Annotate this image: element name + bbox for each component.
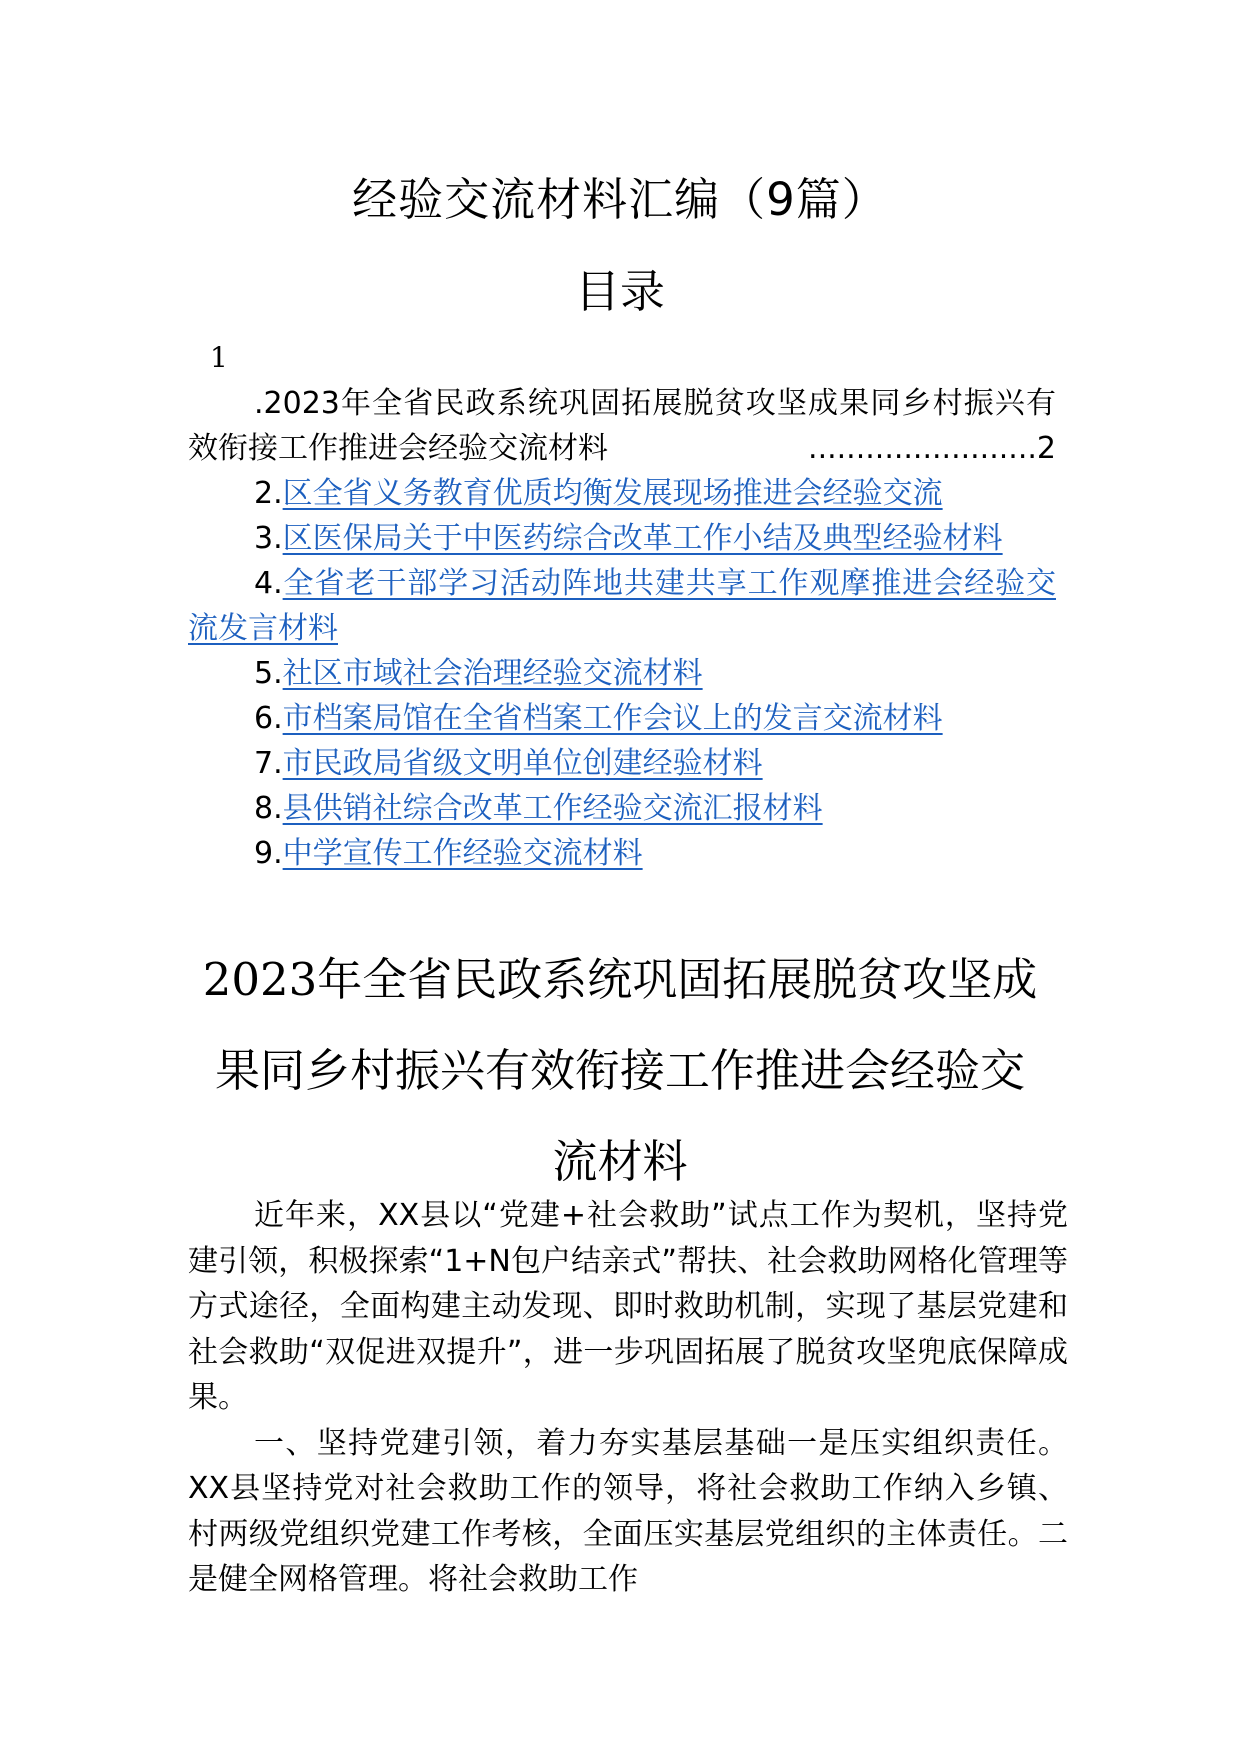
document-title: 经验交流材料汇编（9篇） bbox=[352, 173, 888, 226]
toc-item-number: 6. bbox=[254, 701, 283, 736]
body-paragraph-2: 一、坚持党建引领，着力夯实基层基础一是压实组织责任。XX县坚持党对社会救助工作的领导，将社会救助工作纳入乡镇、村两级党组织党建工作考核，全面压实基层党组织的主体责任。二是健全网格管理。将社会救助工作 bbox=[188, 1425, 1068, 1597]
toc-link-2[interactable]: 区全省义务教育优质均衡发展现场推进会经验交流 bbox=[282, 476, 943, 511]
toc-item-text: 2023年全省民政系统巩固拓展脱贫攻坚成果同乡村振兴有效衔接工作推进会经验交流材料 bbox=[188, 386, 1056, 466]
toc-item-2 bbox=[188, 471, 1056, 516]
toc-leader-dots: ........................ bbox=[808, 431, 1037, 466]
toc-item-number: 4. bbox=[254, 566, 283, 601]
toc-link-9[interactable]: 中学宣传工作经验交流材料 bbox=[282, 836, 643, 871]
toc-item-3 bbox=[188, 516, 1056, 561]
toc-item-9 bbox=[188, 831, 1056, 876]
toc-item-7 bbox=[188, 741, 1056, 786]
toc-link-4[interactable]: 全省老干部学习活动阵地共建共享工作观摩推进会经验交流发言材料 bbox=[188, 566, 1056, 646]
toc-item-number: 2. bbox=[254, 476, 283, 511]
article-title-line-1-text: 年全省民政系统巩固拓展脱贫攻坚成 bbox=[317, 953, 1038, 1006]
toc-item-page: 2 bbox=[1036, 431, 1056, 466]
article-title-line-1 bbox=[180, 934, 1060, 1025]
toc-link-7[interactable]: 市民政局省级文明单位创建经验材料 bbox=[282, 746, 763, 781]
toc-item-8 bbox=[188, 786, 1056, 831]
toc-item-4 bbox=[188, 561, 1056, 651]
toc-link-3[interactable]: 区医保局关于中医药综合改革工作小结及典型经验材料 bbox=[282, 521, 1003, 556]
article-title-line-2: 果同乡村振兴有效衔接工作推进会经验交 bbox=[214, 1044, 1025, 1097]
body-paragraph-1: 近年来，XX县以“党建+社会救助”试点工作为契机，坚持党建引领，积极探索“1+N包户结亲式”帮扶、社会救助网格化管理等方式途径，全面构建主动发现、即时救助机制，实现了基层党建和社会救助“双促进双提升”，进一步巩固拓展了脱贫攻坚兜底保障成果。 bbox=[188, 1198, 1068, 1415]
article-title-year: 2023 bbox=[202, 953, 318, 1006]
table-of-contents bbox=[188, 381, 1056, 876]
article-title bbox=[180, 934, 1060, 1207]
toc-item-number: 3. bbox=[254, 521, 283, 556]
article-body bbox=[188, 1193, 1068, 1603]
toc-item-number: 5. bbox=[254, 656, 283, 691]
toc-item-number: . bbox=[254, 386, 264, 421]
toc-item-number: 7. bbox=[254, 746, 283, 781]
toc-item-6 bbox=[188, 696, 1056, 741]
toc-first-number: 1 bbox=[210, 341, 228, 374]
toc-item-number: 8. bbox=[254, 791, 283, 826]
toc-link-8[interactable]: 县供销社综合改革工作经验交流汇报材料 bbox=[282, 791, 823, 826]
toc-link-6[interactable]: 市档案局馆在全省档案工作会议上的发言交流材料 bbox=[282, 701, 943, 736]
toc-link-5[interactable]: 社区市域社会治理经验交流材料 bbox=[282, 656, 703, 691]
article-title-line-3: 流材料 bbox=[552, 1135, 688, 1188]
toc-item-5 bbox=[188, 651, 1056, 696]
toc-item-number: 9. bbox=[254, 836, 283, 871]
toc-heading: 目录 bbox=[574, 265, 665, 318]
